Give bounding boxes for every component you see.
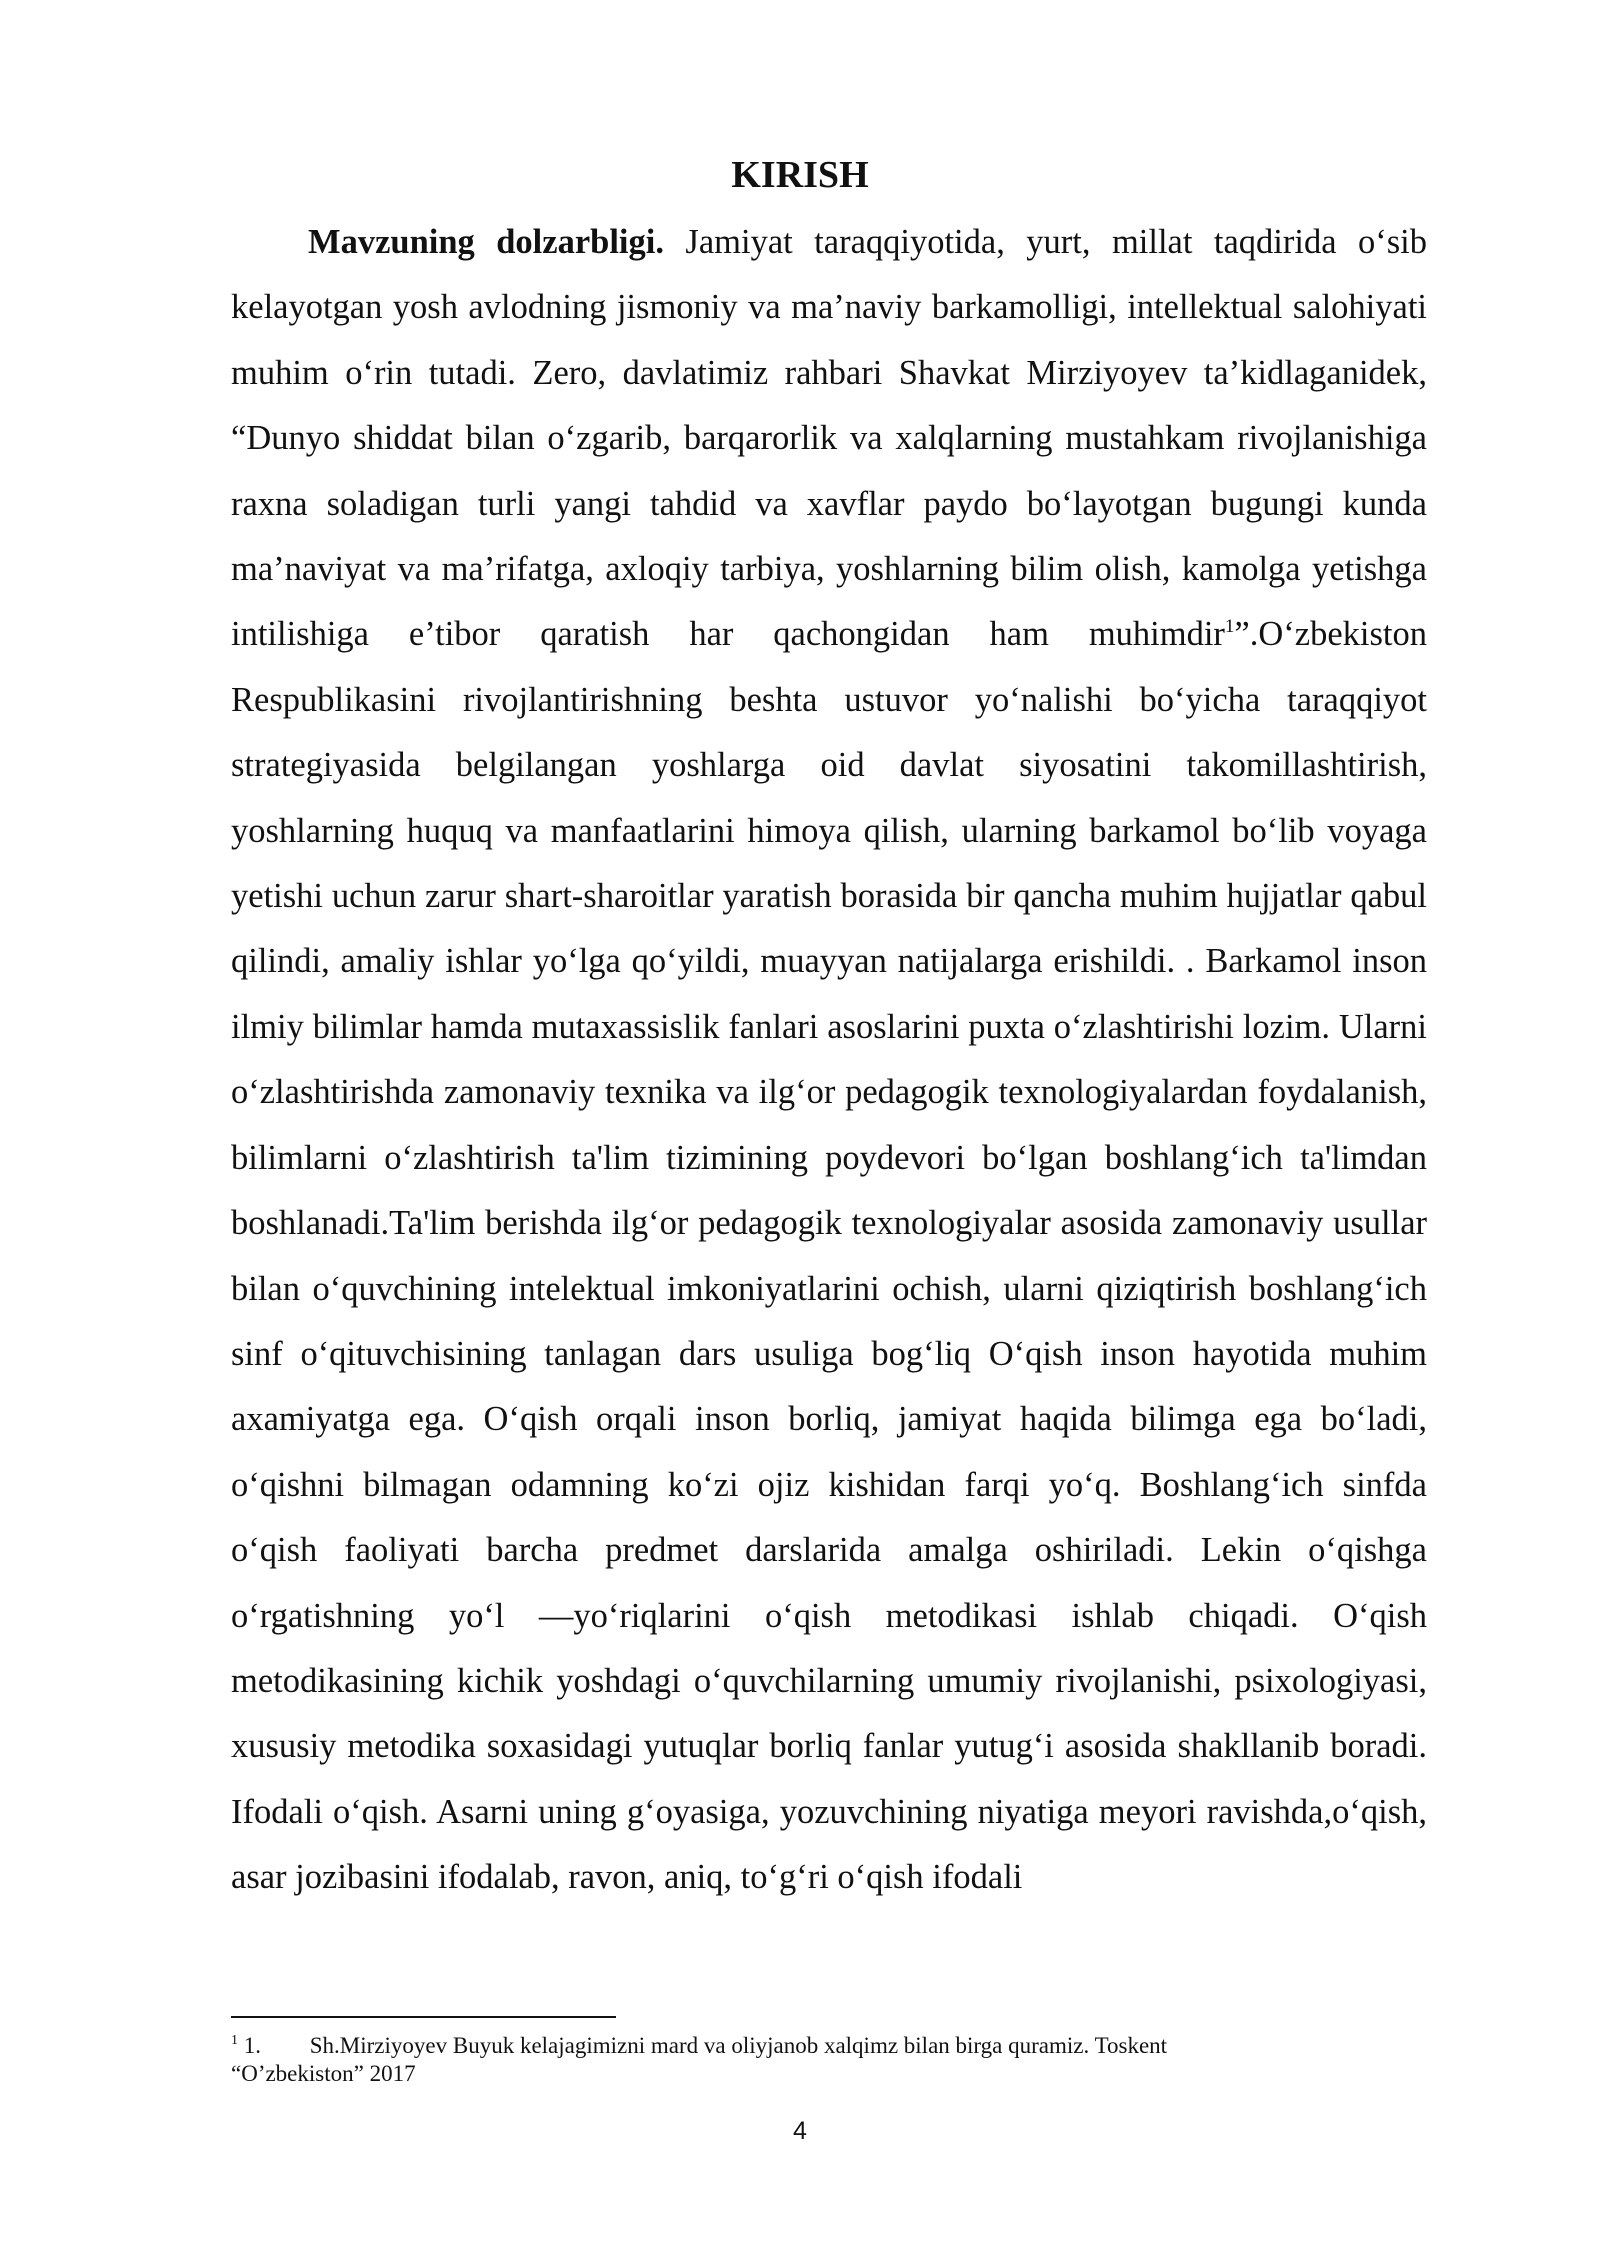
section-title: KIRISH bbox=[731, 154, 869, 196]
page-number: 4 bbox=[793, 2117, 807, 2145]
footnote-text-1: Sh.Mirziyoyev Buyuk kelajagimizni mard va oliyjanob xalqimz bilan birga quramiz. Toskent bbox=[309, 2033, 1168, 2058]
footnote-number: 1. bbox=[243, 2033, 261, 2058]
footnote-separator bbox=[231, 2016, 616, 2018]
footnote-line-1 bbox=[231, 2032, 1431, 2060]
paragraph-lead-heading: Mavzuning dolzarbligi. bbox=[308, 223, 664, 261]
footnote-reference[interactable]: 1 bbox=[1224, 616, 1235, 638]
footnote-mark: 1 bbox=[231, 2033, 238, 2048]
footnote-line-2: “O’zbekiston” 2017 bbox=[231, 2061, 416, 2086]
paragraph-text-part-1: Jamiyat taraqqiyotida, yurt, millat taqdirida o‘sib kelayotgan yosh avlodning jismoniy va ma’naviy barkamolligi, intellektual salohiyati muhim o‘rin tutadi. Zero, davlatimiz rahbari Shavkat Mirziyoyev ta’kidlaganidek, “Dunyo shiddat bilan o‘zgarib, barqarorlik va xalqlarning mustahkam rivojlanishiga raxna soladigan turli yangi tahdid va xavflar paydo bo‘layotgan bugungi kunda ma’naviyat va ma’rifatga, axloqiy tarbiya, yoshlarning bilim olish, kamolga yetishga intilishiga e’tibor qaratish har qachongidan ham muhimdir bbox=[231, 223, 1427, 654]
footnote bbox=[231, 2032, 1431, 2088]
paragraph-text-part-2: ”.O‘zbekiston Respublikasini rivojlantirishning beshta ustuvor yo‘nalishi bo‘yicha taraqqiyot strategiyasida belgilangan yoshlarga oid davlat siyosatini takomillashtirish, yoshlarning huquq va manfaatlarini himoya qilish, ularning barkamol bo‘lib voyaga yetishi uchun zarur shart-sharoitlar yaratish borasida bir qancha muhim hujjatlar qabul qilindi, amaliy ishlar yo‘lga qo‘yildi, muayyan natijalarga erishildi. . Barkamol inson ilmiy bilimlar hamda mutaxassislik fanlari asoslarini puxta o‘zlashtirishi lozim. Ularni o‘zlashtirishda zamonaviy texnika va ilg‘or pedagogik texnologiyalardan foydalanish, bilimlarni o‘zlashtirish ta'lim tizimining poydevori bo‘lgan boshlang‘ich ta'limdan boshlanadi.Ta'lim berishda ilg‘or pedagogik texnologiyalar asosida zamonaviy usullar bilan o‘quvchining intelektual imkoniyatlarini ochish, ularni qiziqtirish boshlang‘ich sinf o‘qituvchisining tanlagan dars usuliga bog‘liq O‘qish inson hayotida muhim axamiyatga ega. O‘qish orqali inson borliq, jamiyat haqida bilimga ega bo‘ladi, o‘qishni bilmagan odamning ko‘zi ojiz kishidan farqi yo‘q. Boshlang‘ich sinfda o‘qish faoliyati barcha predmet darslarida amalga oshiriladi. Lekin o‘qishga o‘rgatishning yo‘l —yo‘riqlarini o‘qish metodikasi ishlab chiqadi. O‘qish metodikasining kichik yoshdagi o‘quvchilarning umumiy rivojlanishi, psixologiyasi, xususiy metodika soxasidagi yutuqlar borliq fanlar yutug‘i asosida shakllanib boradi. Ifodali o‘qish. Asarni uning g‘oyasiga, yozuvchining niyatiga meyori ravishda,o‘qish, asar jozibasini ifodalab, ravon, aniq, to‘g‘ri o‘qish ifodali bbox=[231, 615, 1427, 1897]
body-paragraph bbox=[231, 210, 1427, 1911]
